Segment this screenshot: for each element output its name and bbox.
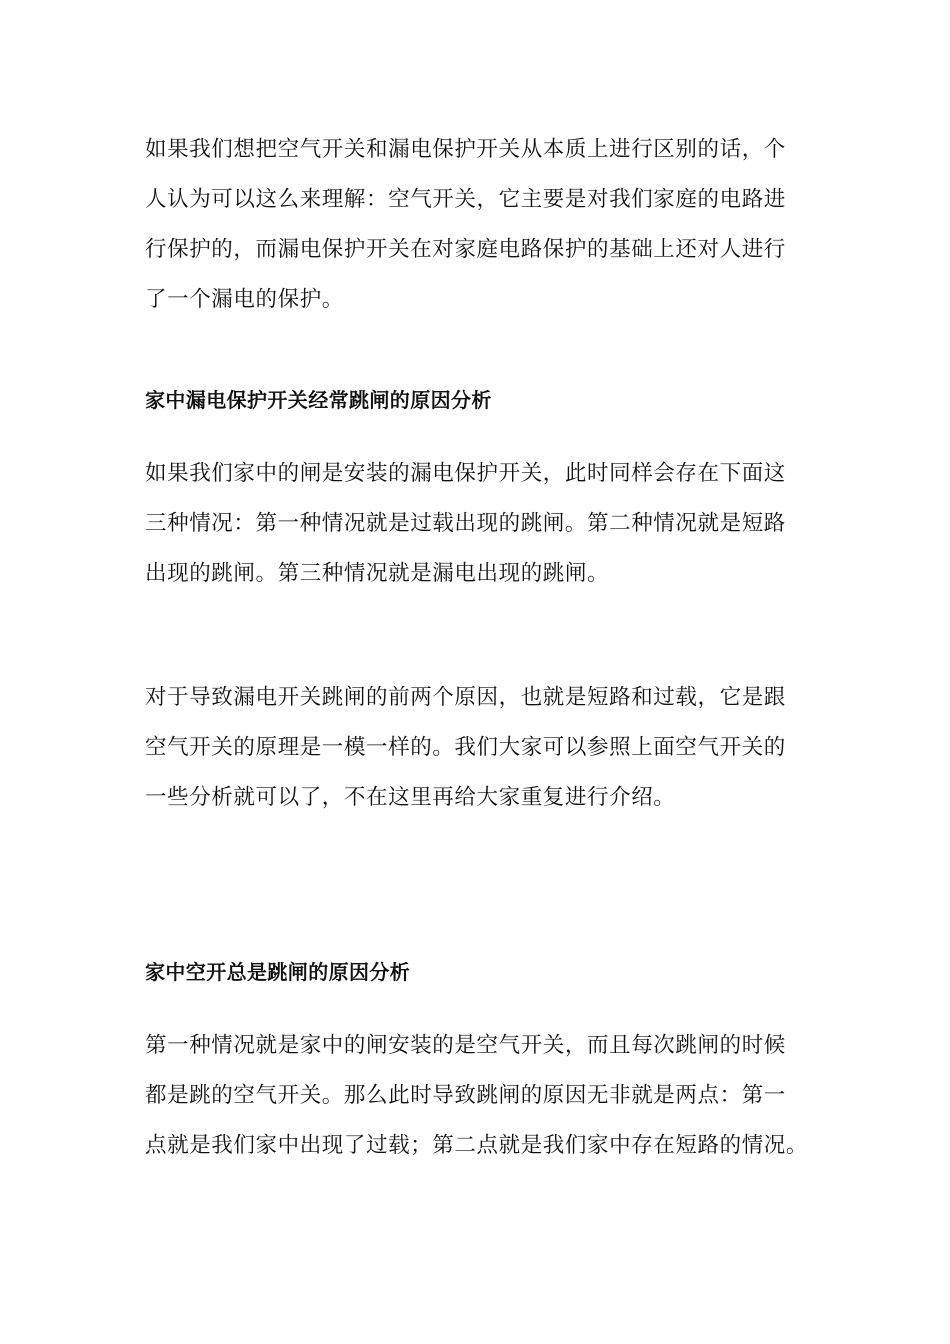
paragraph-line: 第一种情况就是家中的闸安装的是空气开关，而且每次跳闸的时候 [145, 1033, 786, 1058]
paragraph-line: 如果我们想把空气开关和漏电保护开关从本质上进行区别的话，个 [145, 137, 786, 162]
paragraph-short-overload [145, 673, 815, 823]
section-heading-leakage-switch: 家中漏电保护开关经常跳闸的原因分析 [145, 388, 492, 412]
paragraph-line: 一些分析就可以了，不在这里再给大家重复进行介绍。 [145, 785, 676, 810]
section-heading-air-switch: 家中空开总是跳闸的原因分析 [145, 960, 411, 984]
paragraph-line: 行保护的，而漏电保护开关在对家庭电路保护的基础上还对人进行 [145, 237, 786, 262]
paragraph-line: 都是跳的空气开关。那么此时导致跳闸的原因无非就是两点：第一 [145, 1083, 786, 1108]
paragraph-line: 对于导致漏电开关跳闸的前两个原因，也就是短路和过载，它是跟 [145, 685, 786, 710]
paragraph-line: 出现的跳闸。第三种情况就是漏电出现的跳闸。 [145, 561, 610, 586]
paragraph-line: 如果我们家中的闸是安装的漏电保护开关，此时同样会存在下面这 [145, 461, 786, 486]
paragraph-line: 了一个漏电的保护。 [145, 287, 344, 312]
paragraph-line: 空气开关的原理是一模一样的。我们大家可以参照上面空气开关的 [145, 735, 786, 760]
paragraph-line: 人认为可以这么来理解：空气开关，它主要是对我们家庭的电路进 [145, 187, 786, 212]
paragraph-leakage-cases [145, 449, 815, 599]
paragraph-line: 三种情况：第一种情况就是过载出现的跳闸。第二种情况就是短路 [145, 511, 786, 536]
paragraph-difference [145, 125, 815, 325]
paragraph-line: 点就是我们家中出现了过载；第二点就是我们家中存在短路的情况。 [145, 1133, 809, 1158]
paragraph-air-switch-cases [145, 1021, 815, 1171]
